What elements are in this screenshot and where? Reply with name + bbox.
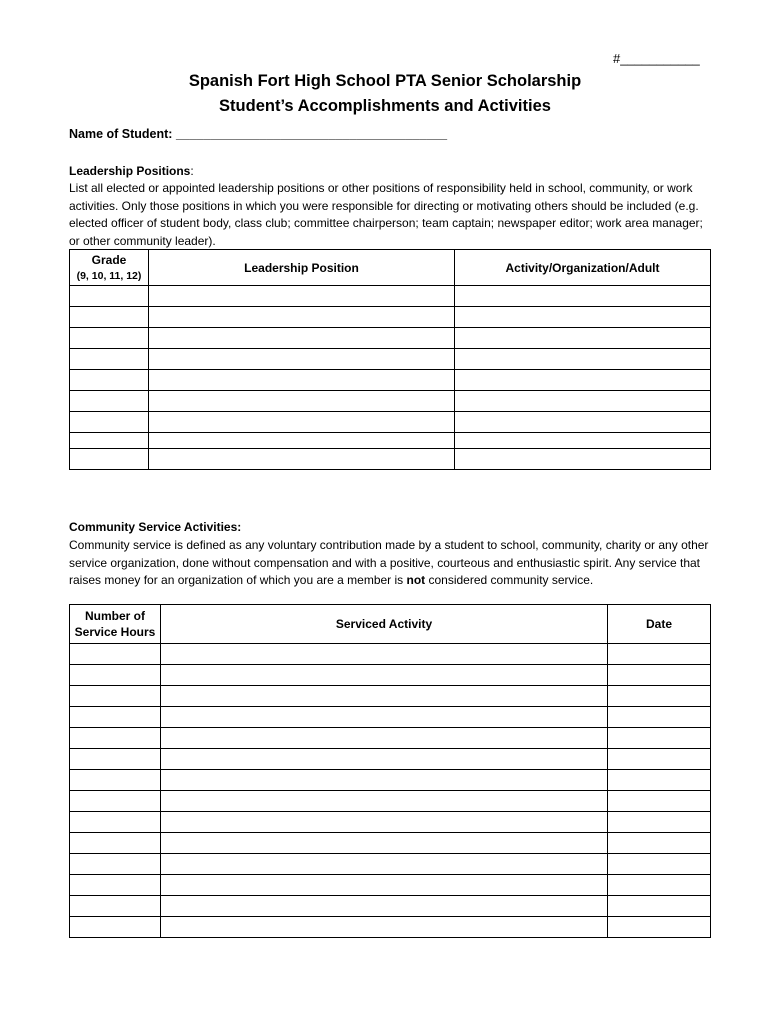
- table-row: [70, 328, 711, 349]
- grade-cell[interactable]: [70, 307, 149, 328]
- hours-cell[interactable]: [70, 917, 161, 938]
- community-description-emphasis: not: [406, 573, 426, 588]
- leadership-header-row: [70, 250, 711, 286]
- service-hours-header-line2: Service Hours: [74, 625, 156, 639]
- table-row: [70, 917, 711, 938]
- leadership-heading: [69, 164, 194, 178]
- community-service-table: [69, 604, 711, 938]
- hours-cell[interactable]: [70, 833, 161, 854]
- table-row: [70, 286, 711, 307]
- leadership-position-column-header: Leadership Position: [149, 250, 455, 286]
- table-row: [70, 875, 711, 896]
- position-cell[interactable]: [149, 286, 455, 307]
- serviced-activity-column-header: Serviced Activity: [161, 605, 608, 644]
- grade-cell[interactable]: [70, 433, 149, 449]
- table-row: [70, 749, 711, 770]
- community-service-description: [69, 537, 709, 590]
- activity-cell[interactable]: [161, 644, 608, 665]
- organization-cell[interactable]: [455, 449, 711, 470]
- date-cell[interactable]: [608, 854, 711, 875]
- grade-column-header: [70, 250, 149, 286]
- grade-cell[interactable]: [70, 391, 149, 412]
- table-row: [70, 728, 711, 749]
- leadership-heading-suffix: :: [190, 164, 194, 178]
- position-cell[interactable]: [149, 391, 455, 412]
- date-column-header: Date: [608, 605, 711, 644]
- hours-cell[interactable]: [70, 896, 161, 917]
- date-cell[interactable]: [608, 728, 711, 749]
- organization-column-header: Activity/Organization/Adult: [455, 250, 711, 286]
- service-hours-column-header: [70, 605, 161, 644]
- organization-cell[interactable]: [455, 433, 711, 449]
- organization-cell[interactable]: [455, 307, 711, 328]
- organization-cell[interactable]: [455, 391, 711, 412]
- date-cell[interactable]: [608, 833, 711, 854]
- position-cell[interactable]: [149, 449, 455, 470]
- activity-cell[interactable]: [161, 833, 608, 854]
- date-cell[interactable]: [608, 875, 711, 896]
- hours-cell[interactable]: [70, 875, 161, 896]
- hours-cell[interactable]: [70, 854, 161, 875]
- grade-header-label: Grade: [91, 252, 127, 267]
- table-row: [70, 686, 711, 707]
- organization-cell[interactable]: [455, 412, 711, 433]
- hours-cell[interactable]: [70, 791, 161, 812]
- table-row: [70, 896, 711, 917]
- organization-cell[interactable]: [455, 349, 711, 370]
- grade-cell[interactable]: [70, 349, 149, 370]
- hours-cell[interactable]: [70, 707, 161, 728]
- date-cell[interactable]: [608, 686, 711, 707]
- table-row: [70, 791, 711, 812]
- position-cell[interactable]: [149, 433, 455, 449]
- leadership-heading-text: Leadership Positions: [69, 164, 191, 178]
- activity-cell[interactable]: [161, 686, 608, 707]
- table-row: [70, 370, 711, 391]
- table-row: [70, 707, 711, 728]
- date-cell[interactable]: [608, 749, 711, 770]
- date-cell[interactable]: [608, 791, 711, 812]
- hours-cell[interactable]: [70, 644, 161, 665]
- table-row: [70, 433, 711, 449]
- table-row: [70, 770, 711, 791]
- activity-cell[interactable]: [161, 791, 608, 812]
- activity-cell[interactable]: [161, 770, 608, 791]
- date-cell[interactable]: [608, 644, 711, 665]
- activity-cell[interactable]: [161, 707, 608, 728]
- form-number: #___________: [613, 51, 700, 66]
- activity-cell[interactable]: [161, 896, 608, 917]
- hours-cell[interactable]: [70, 728, 161, 749]
- position-cell[interactable]: [149, 370, 455, 391]
- activity-cell[interactable]: [161, 749, 608, 770]
- leadership-table: [69, 249, 711, 470]
- student-name-field[interactable]: Name of Student: _______________________________________: [69, 127, 448, 141]
- community-service-heading: Community Service Activities:: [69, 520, 242, 534]
- table-row: [70, 307, 711, 328]
- page-title: Spanish Fort High School PTA Senior Scholarship: [188, 72, 582, 90]
- grade-cell[interactable]: [70, 412, 149, 433]
- organization-cell[interactable]: [455, 286, 711, 307]
- grade-cell[interactable]: [70, 328, 149, 349]
- grade-cell[interactable]: [70, 449, 149, 470]
- community-header-row: [70, 605, 711, 644]
- table-row: [70, 854, 711, 875]
- hours-cell[interactable]: [70, 812, 161, 833]
- date-cell[interactable]: [608, 896, 711, 917]
- position-cell[interactable]: [149, 412, 455, 433]
- table-row: [70, 391, 711, 412]
- date-cell[interactable]: [608, 770, 711, 791]
- page-subtitle: Student’s Accomplishments and Activities: [219, 97, 551, 115]
- date-cell[interactable]: [608, 812, 711, 833]
- activity-cell[interactable]: [161, 854, 608, 875]
- leadership-description: List all elected or appointed leadership positions or other positions of responsibility held in school, community, or work activities. Only those positions in which you were responsible for directing or motivating others should be included (e.g. elected officer of student body, class club; committee chairperson; team captain; newspaper editor; work area manager; or other community leader).: [69, 181, 703, 248]
- position-cell[interactable]: [149, 328, 455, 349]
- date-cell[interactable]: [608, 665, 711, 686]
- organization-cell[interactable]: [455, 370, 711, 391]
- hours-cell[interactable]: [70, 686, 161, 707]
- organization-cell[interactable]: [455, 328, 711, 349]
- activity-cell[interactable]: [161, 875, 608, 896]
- grade-header-sub: (9, 10, 11, 12): [76, 269, 142, 282]
- community-description-start: Community service is defined as any voluntary contribution made by a student to school, community, charity or any other service organization, done without compensation and with a positive, courteous and enthusiastic spirit. Any service that raises money for an organization of which you are a member is: [69, 538, 709, 588]
- table-row: [70, 644, 711, 665]
- table-row: [70, 833, 711, 854]
- position-cell[interactable]: [149, 307, 455, 328]
- hours-cell[interactable]: [70, 665, 161, 686]
- table-row: [70, 665, 711, 686]
- hours-cell[interactable]: [70, 749, 161, 770]
- activity-cell[interactable]: [161, 812, 608, 833]
- table-row: [70, 449, 711, 470]
- grade-cell[interactable]: [70, 286, 149, 307]
- table-row: [70, 812, 711, 833]
- grade-cell[interactable]: [70, 370, 149, 391]
- service-hours-header-line1: Number of: [85, 609, 145, 623]
- activity-cell[interactable]: [161, 917, 608, 938]
- date-cell[interactable]: [608, 917, 711, 938]
- position-cell[interactable]: [149, 349, 455, 370]
- hours-cell[interactable]: [70, 770, 161, 791]
- table-row: [70, 349, 711, 370]
- date-cell[interactable]: [608, 707, 711, 728]
- activity-cell[interactable]: [161, 665, 608, 686]
- community-description-end: considered community service.: [425, 573, 594, 588]
- activity-cell[interactable]: [161, 728, 608, 749]
- table-row: [70, 412, 711, 433]
